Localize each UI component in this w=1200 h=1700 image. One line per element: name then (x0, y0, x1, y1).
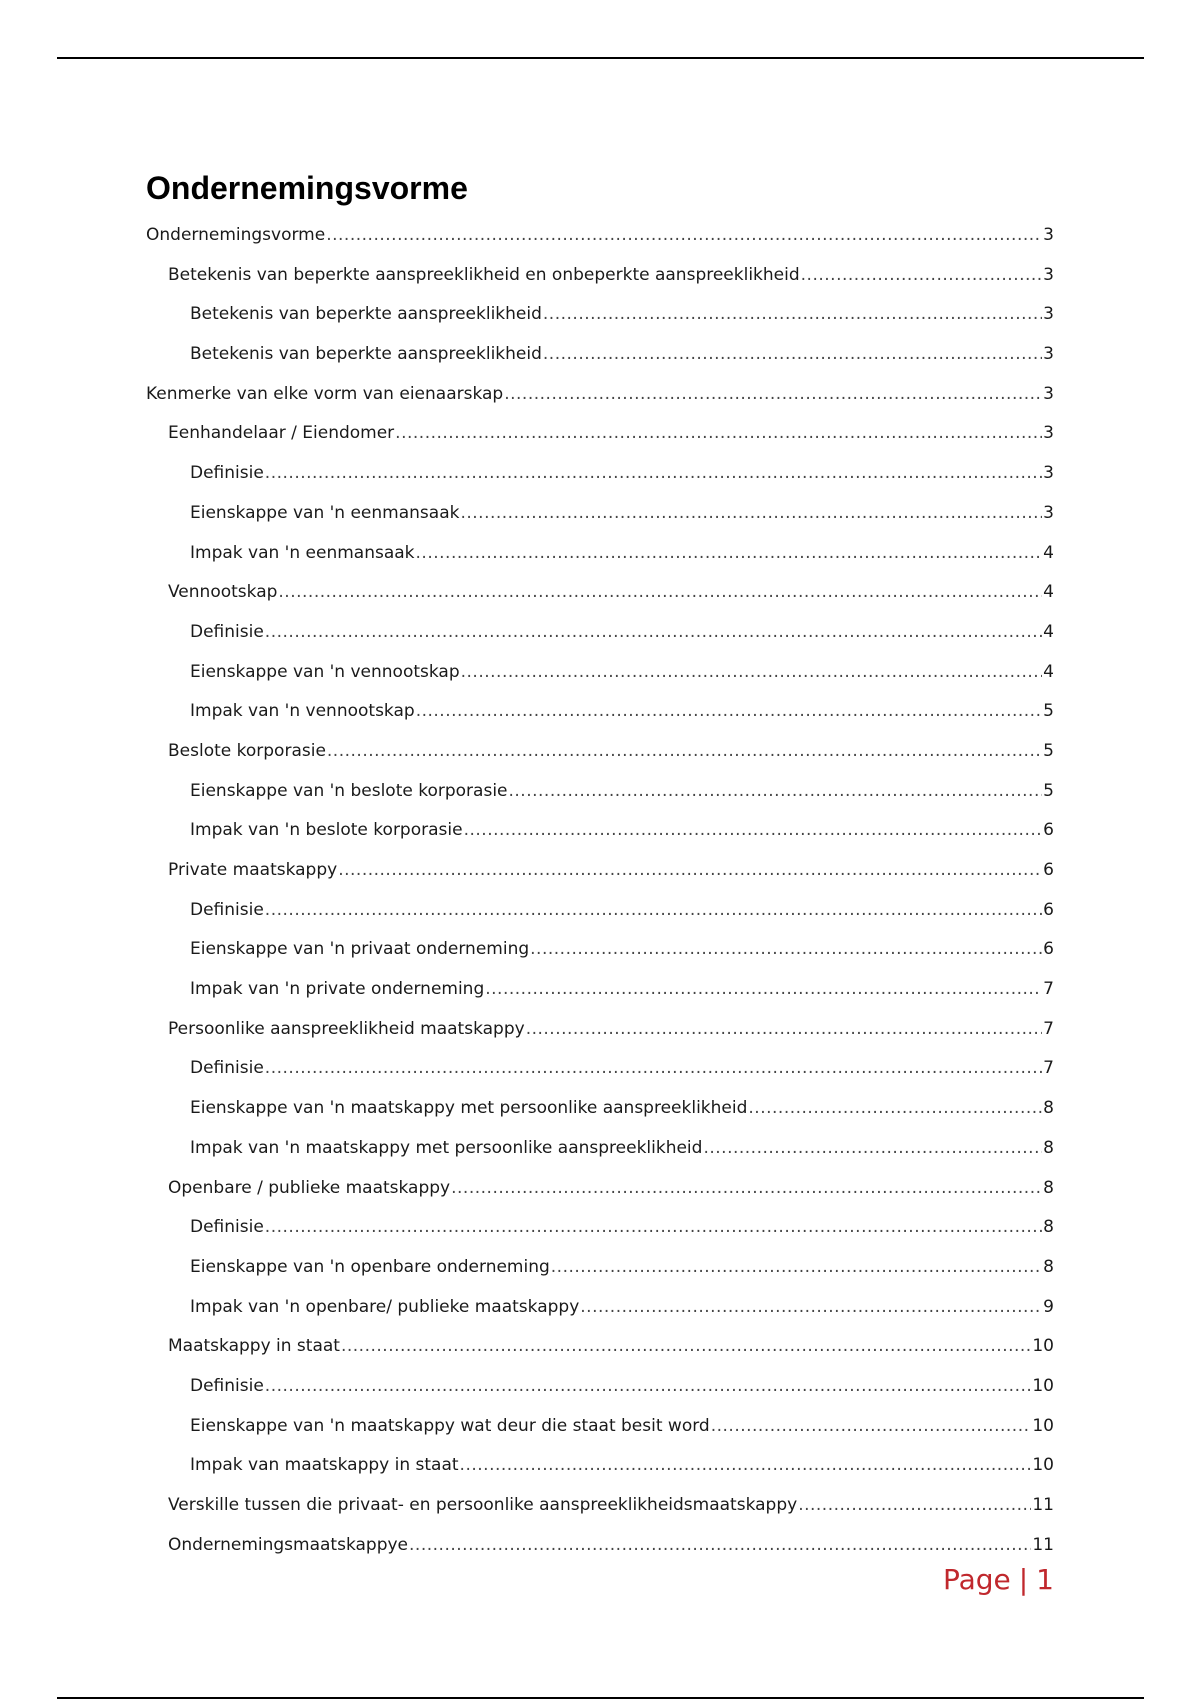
toc-entry-text: Private maatskappy (168, 860, 338, 880)
toc-entry-page: 4 (1043, 582, 1054, 603)
toc-dot-leader (265, 1367, 1032, 1407)
toc-entry-page: 8 (1043, 1098, 1054, 1119)
toc-entry[interactable] (146, 534, 1054, 574)
toc-entry-text: Definisie (190, 1375, 264, 1396)
toc-dot-leader (460, 494, 1042, 534)
footer-page-label: Page (942, 1563, 1011, 1596)
toc-entry-page: 10 (1032, 1336, 1054, 1357)
toc-entry[interactable] (146, 454, 1054, 494)
toc-entry[interactable] (146, 256, 1054, 296)
toc-entry-text: Betekenis van beperkte aanspreeklikheid (190, 344, 542, 365)
toc-entry[interactable] (146, 573, 1054, 613)
toc-entry-text: Definisie (190, 621, 264, 642)
toc-entry[interactable] (146, 772, 1054, 812)
toc-entry[interactable] (146, 653, 1054, 693)
toc-entry[interactable] (146, 692, 1054, 732)
toc-entry[interactable] (146, 1049, 1054, 1089)
toc-entry-text: Definisie (190, 899, 264, 920)
toc-dot-leader (265, 454, 1042, 494)
toc-entry[interactable] (146, 1248, 1054, 1288)
toc-entry-page: 10 (1032, 1375, 1054, 1396)
toc-dot-leader (580, 1288, 1042, 1328)
toc-entry-page: 5 (1043, 740, 1054, 761)
toc-entry[interactable] (146, 1486, 1054, 1526)
toc-dot-leader (711, 1407, 1032, 1447)
toc-entry-page: 5 (1043, 701, 1054, 722)
toc-entry-text: Betekenis van beperkte aanspreeklikheid (190, 304, 542, 325)
toc-dot-leader (464, 811, 1043, 851)
toc-entry[interactable] (146, 930, 1054, 970)
toc-entry-page: 11 (1032, 1495, 1054, 1515)
toc-entry[interactable] (146, 335, 1054, 375)
toc-entry-text: Eienskappe van 'n privaat onderneming (190, 939, 530, 960)
toc-entry-text: Verskille tussen die privaat- en persoonlike aanspreeklikheidsmaatskappy (168, 1495, 798, 1515)
toc-entry[interactable] (146, 1208, 1054, 1248)
toc-dot-leader (338, 851, 1042, 891)
toc-entry-text: Impak van 'n private onderneming (190, 979, 485, 1000)
toc-entry-page: 8 (1043, 1217, 1054, 1238)
toc-entry-text: Beslote korporasie (168, 740, 326, 761)
toc-dot-leader (278, 573, 1042, 613)
table-of-contents (146, 216, 1054, 1565)
toc-dot-leader (265, 1208, 1042, 1248)
toc-dot-leader (341, 1327, 1031, 1367)
toc-entry-page: 10 (1032, 1455, 1054, 1476)
toc-dot-leader (530, 930, 1042, 970)
toc-entry-text: Maatskappy in staat (168, 1336, 340, 1357)
toc-entry[interactable] (146, 811, 1054, 851)
toc-dot-leader (460, 1446, 1032, 1486)
toc-entry[interactable] (146, 1327, 1054, 1367)
toc-entry-text: Persoonlike aanspreeklikheid maatskappy (168, 1018, 525, 1039)
toc-dot-leader (416, 692, 1042, 732)
toc-entry-page: 8 (1043, 1137, 1054, 1158)
toc-entry[interactable] (146, 295, 1054, 335)
toc-entry-page: 7 (1043, 1018, 1054, 1039)
toc-dot-leader (451, 1169, 1042, 1209)
toc-dot-leader (409, 1526, 1031, 1566)
toc-dot-leader (504, 375, 1042, 415)
toc-entry-page: 6 (1043, 899, 1054, 920)
toc-entry[interactable] (146, 732, 1054, 772)
footer-page-number: 1 (1036, 1563, 1054, 1596)
toc-entry-page: 6 (1043, 860, 1054, 880)
toc-dot-leader (551, 1248, 1042, 1288)
footer-rule (57, 1697, 1144, 1699)
toc-entry-text: Ondernemingsmaatskappye (168, 1534, 409, 1555)
toc-entry-text: Eienskappe van 'n vennootskap (190, 661, 460, 682)
toc-entry-text: Eienskappe van 'n openbare onderneming (190, 1256, 550, 1277)
toc-entry-page: 3 (1043, 264, 1054, 285)
toc-entry-page: 9 (1043, 1296, 1054, 1317)
document-title: Ondernemingsvorme (146, 170, 468, 206)
toc-entry-page: 11 (1032, 1534, 1054, 1555)
toc-entry-page: 6 (1043, 820, 1054, 841)
page-footer (860, 1563, 1054, 1596)
toc-entry-page: 7 (1043, 1058, 1054, 1079)
toc-entry[interactable] (146, 494, 1054, 534)
toc-dot-leader (265, 1049, 1042, 1089)
toc-dot-leader (526, 1010, 1042, 1050)
toc-entry[interactable] (146, 851, 1054, 891)
toc-entry-page: 4 (1043, 661, 1054, 682)
toc-entry[interactable] (146, 1089, 1054, 1129)
toc-entry[interactable] (146, 1169, 1054, 1209)
toc-entry-page: 3 (1043, 304, 1054, 325)
toc-entry-page: 8 (1043, 1177, 1054, 1198)
toc-dot-leader (265, 891, 1042, 931)
toc-dot-leader (416, 534, 1043, 574)
toc-dot-leader (509, 772, 1043, 812)
footer-separator: | (1018, 1563, 1029, 1596)
toc-entry-page: 6 (1043, 939, 1054, 960)
toc-entry[interactable] (146, 1288, 1054, 1328)
toc-entry-text: Eenhandelaar / Eiendomer (168, 423, 395, 444)
toc-entry-text: Impak van 'n vennootskap (190, 701, 415, 722)
toc-entry-text: Impak van 'n beslote korporasie (190, 820, 463, 841)
toc-entry-text: Impak van 'n eenmansaak (190, 542, 415, 563)
toc-entry[interactable] (146, 1407, 1054, 1447)
toc-entry[interactable] (146, 1526, 1054, 1566)
toc-entry[interactable] (146, 1446, 1054, 1486)
toc-entry-page: 4 (1043, 621, 1054, 642)
toc-dot-leader (748, 1089, 1042, 1129)
toc-entry-text: Eienskappe van 'n maatskappy met persoonlike aanspreeklikheid (190, 1098, 748, 1119)
toc-entry[interactable] (146, 216, 1054, 256)
toc-entry-page: 3 (1043, 383, 1054, 404)
toc-dot-leader (326, 216, 1042, 256)
toc-entry-text: Impak van 'n openbare/ publieke maatskappy (190, 1296, 580, 1317)
toc-entry[interactable] (146, 1129, 1054, 1169)
toc-entry-text: Impak van 'n maatskappy met persoonlike aanspreeklikheid (190, 1137, 703, 1158)
toc-dot-leader (801, 256, 1043, 296)
toc-entry-page: 10 (1032, 1415, 1054, 1436)
toc-dot-leader (327, 732, 1042, 772)
toc-dot-leader (798, 1486, 1031, 1526)
toc-entry-page: 4 (1043, 542, 1054, 563)
toc-entry-text: Betekenis van beperkte aanspreeklikheid en onbeperkte aanspreeklikheid (168, 264, 800, 285)
toc-entry-text: Ondernemingsvorme (146, 225, 326, 245)
toc-entry-text: Eienskappe van 'n beslote korporasie (190, 780, 508, 801)
toc-entry-page: 3 (1043, 423, 1054, 444)
toc-entry[interactable] (146, 891, 1054, 931)
toc-entry-text: Eienskappe van 'n eenmansaak (190, 502, 460, 523)
toc-entry[interactable] (146, 375, 1054, 415)
toc-dot-leader (395, 414, 1042, 454)
toc-entry-page: 8 (1043, 1256, 1054, 1277)
toc-entry[interactable] (146, 970, 1054, 1010)
header-rule (57, 57, 1144, 59)
toc-entry-page: 3 (1043, 463, 1054, 484)
toc-dot-leader (543, 295, 1042, 335)
toc-dot-leader (703, 1129, 1042, 1169)
toc-entry-page: 7 (1043, 979, 1054, 1000)
toc-dot-leader (485, 970, 1042, 1010)
toc-entry-page: 3 (1043, 344, 1054, 365)
toc-dot-leader (265, 613, 1042, 653)
toc-entry-text: Openbare / publieke maatskappy (168, 1177, 451, 1198)
toc-entry-text: Impak van maatskappy in staat (190, 1455, 459, 1476)
toc-entry[interactable] (146, 1367, 1054, 1407)
toc-entry-text: Definisie (190, 1058, 264, 1079)
toc-entry-page: 3 (1043, 225, 1054, 245)
toc-entry-page: 3 (1043, 502, 1054, 523)
toc-entry[interactable] (146, 613, 1054, 653)
toc-entry-page: 5 (1043, 780, 1054, 801)
toc-entry[interactable] (146, 414, 1054, 454)
toc-entry-text: Definisie (190, 1217, 264, 1238)
toc-dot-leader (461, 653, 1043, 693)
toc-dot-leader (543, 335, 1042, 375)
toc-entry-text: Kenmerke van elke vorm van eienaarskap (146, 383, 504, 404)
toc-entry-text: Eienskappe van 'n maatskappy wat deur die staat besit word (190, 1415, 710, 1436)
toc-entry[interactable] (146, 1010, 1054, 1050)
toc-entry-text: Vennootskap (168, 582, 278, 603)
toc-entry-text: Definisie (190, 463, 264, 484)
